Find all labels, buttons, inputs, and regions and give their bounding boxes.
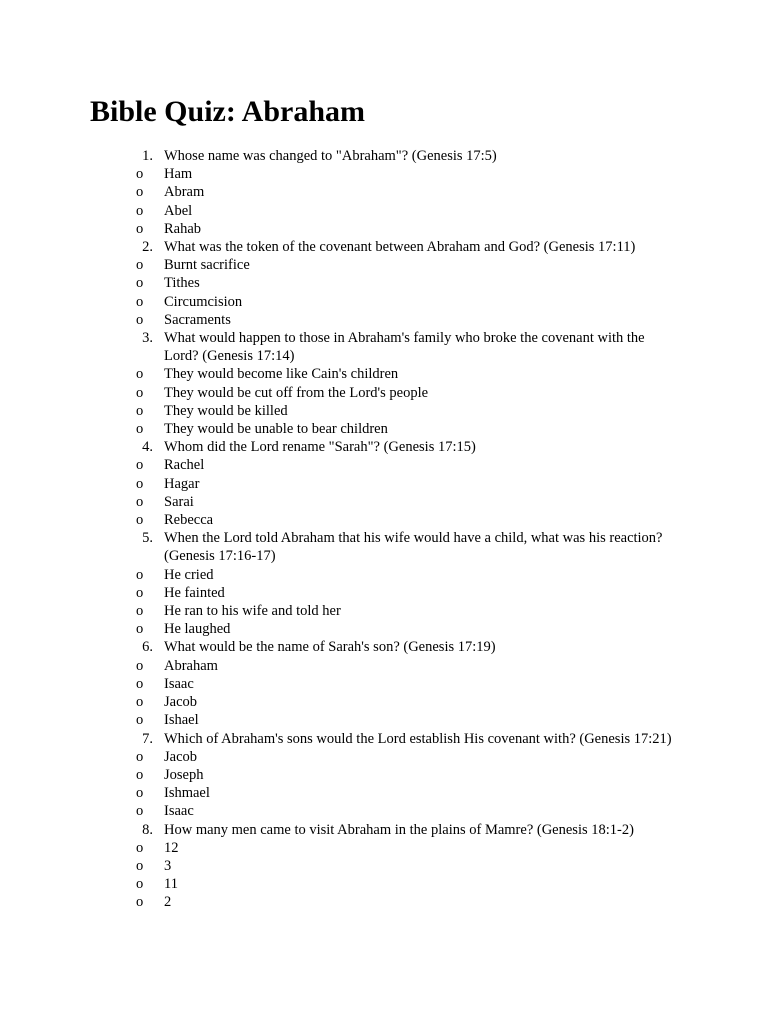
option-text: He fainted	[164, 584, 225, 601]
option-text: Sarai	[164, 493, 194, 510]
answer-option	[0, 711, 768, 729]
answer-option	[0, 893, 768, 911]
question-number: 3.	[142, 330, 153, 347]
bullet-icon: o	[136, 493, 144, 510]
question-text: Whose name was changed to "Abraham"? (Genesis 17:5)	[164, 148, 497, 164]
answer-option	[0, 475, 768, 493]
bullet-icon: o	[136, 894, 144, 911]
option-text: Abel	[164, 202, 193, 219]
answer-option	[0, 456, 768, 474]
question-1	[0, 147, 768, 165]
question-text: What was the token of the covenant between Abraham and God? (Genesis 17:11)	[164, 239, 636, 256]
option-text: They would become like Cain's children	[164, 366, 399, 383]
question-text: Whom did the Lord rename "Sarah"? (Genesis 17:15)	[164, 439, 476, 456]
bullet-icon: o	[136, 566, 144, 583]
bullet-icon: o	[136, 876, 144, 893]
bullet-icon: o	[136, 293, 144, 310]
bullet-icon: o	[136, 785, 144, 802]
question-number: 7.	[142, 730, 153, 747]
answer-option	[0, 784, 768, 802]
bullet-icon: o	[136, 748, 144, 765]
question-text: How many men came to visit Abraham in the plains of Mamre? (Genesis 18:1-2)	[164, 821, 634, 838]
option-text: 11	[164, 876, 178, 893]
bullet-icon: o	[136, 184, 144, 201]
question-number: 2.	[142, 239, 153, 256]
question-6	[0, 638, 768, 656]
bullet-icon: o	[136, 275, 144, 292]
question-number: 8.	[142, 821, 153, 838]
option-text: Abraham	[164, 657, 218, 674]
answer-option	[0, 256, 768, 274]
option-text: Rachel	[164, 457, 205, 474]
answer-option	[0, 602, 768, 620]
bullet-icon: o	[136, 366, 144, 383]
answer-option	[0, 584, 768, 602]
option-text: Isaac	[164, 803, 194, 820]
answer-option	[0, 511, 768, 529]
bullet-icon: o	[136, 694, 144, 711]
option-text: Ishmael	[164, 785, 210, 802]
bullet-icon: o	[136, 475, 144, 492]
question-number: 6.	[142, 639, 153, 656]
option-text: Sacraments	[164, 311, 231, 328]
option-text: 3	[164, 857, 172, 874]
bullet-icon: o	[136, 421, 144, 438]
bullet-icon: o	[136, 202, 144, 219]
bullet-icon: o	[136, 457, 144, 474]
question-5	[0, 529, 768, 565]
option-text: They would be cut off from the Lord's people	[164, 384, 429, 401]
option-text: Rebecca	[164, 512, 214, 529]
option-text: Burnt sacrifice	[164, 257, 250, 274]
quiz-list	[0, 147, 768, 912]
question-3	[0, 329, 768, 365]
question-text: When the Lord told Abraham that his wife would have a child, what was his reaction? (Genesis 17:16-17)	[164, 530, 663, 565]
answer-option	[0, 384, 768, 402]
answer-option	[0, 220, 768, 238]
answer-option	[0, 402, 768, 420]
answer-option	[0, 802, 768, 820]
option-text: He laughed	[164, 621, 231, 638]
bullet-icon: o	[136, 621, 144, 638]
answer-option	[0, 839, 768, 857]
bullet-icon: o	[136, 584, 144, 601]
option-text: Rahab	[164, 220, 202, 237]
answer-option	[0, 165, 768, 183]
answer-option	[0, 274, 768, 292]
bullet-icon: o	[136, 220, 144, 237]
option-text: Jacob	[164, 748, 198, 765]
bullet-icon: o	[136, 712, 144, 729]
bullet-icon: o	[136, 803, 144, 820]
bullet-icon: o	[136, 512, 144, 529]
answer-option	[0, 493, 768, 511]
bullet-icon: o	[136, 766, 144, 783]
question-number: 5.	[142, 530, 153, 547]
answer-option	[0, 293, 768, 311]
bullet-icon: o	[136, 384, 144, 401]
question-text: Which of Abraham's sons would the Lord establish His covenant with? (Genesis 17:21)	[164, 730, 672, 747]
bullet-icon: o	[136, 857, 144, 874]
answer-option	[0, 620, 768, 638]
question-text: What would be the name of Sarah's son? (Genesis 17:19)	[164, 639, 496, 656]
answer-option	[0, 566, 768, 584]
bullet-icon: o	[136, 675, 144, 692]
option-text: Tithes	[164, 275, 200, 292]
answer-option	[0, 657, 768, 675]
bullet-icon: o	[136, 839, 144, 856]
question-7	[0, 730, 768, 748]
answer-option	[0, 748, 768, 766]
answer-option	[0, 857, 768, 875]
option-text: He ran to his wife and told her	[164, 603, 341, 620]
option-text: Abram	[164, 184, 205, 201]
bullet-icon: o	[136, 657, 144, 674]
option-text: Ham	[164, 166, 193, 183]
option-text: Circumcision	[164, 293, 243, 310]
bullet-icon: o	[136, 166, 144, 183]
option-text: He cried	[164, 566, 214, 583]
option-text: Joseph	[164, 766, 204, 783]
question-4	[0, 438, 768, 456]
answer-option	[0, 420, 768, 438]
option-text: 2	[164, 894, 172, 911]
option-text: Jacob	[164, 694, 198, 711]
answer-option	[0, 365, 768, 383]
answer-option	[0, 183, 768, 201]
question-number: 4.	[142, 439, 153, 456]
option-text: Ishael	[164, 712, 199, 729]
answer-option	[0, 202, 768, 220]
page-title: Bible Quiz: Abraham	[90, 95, 366, 128]
option-text: They would be unable to bear children	[164, 421, 388, 438]
option-text: They would be killed	[164, 402, 288, 419]
bullet-icon: o	[136, 311, 144, 328]
answer-option	[0, 875, 768, 893]
bullet-icon: o	[136, 402, 144, 419]
question-text: What would happen to those in Abraham's family who broke the covenant with the Lord? (Genesis 17:14)	[164, 330, 645, 365]
answer-option	[0, 675, 768, 693]
answer-option	[0, 693, 768, 711]
option-text: 12	[164, 839, 179, 856]
question-2	[0, 238, 768, 256]
answer-option	[0, 311, 768, 329]
question-number: 1.	[142, 148, 153, 164]
answer-option	[0, 766, 768, 784]
option-text: Hagar	[164, 475, 200, 492]
question-8	[0, 821, 768, 839]
bullet-icon: o	[136, 603, 144, 620]
option-text: Isaac	[164, 675, 194, 692]
bullet-icon: o	[136, 257, 144, 274]
